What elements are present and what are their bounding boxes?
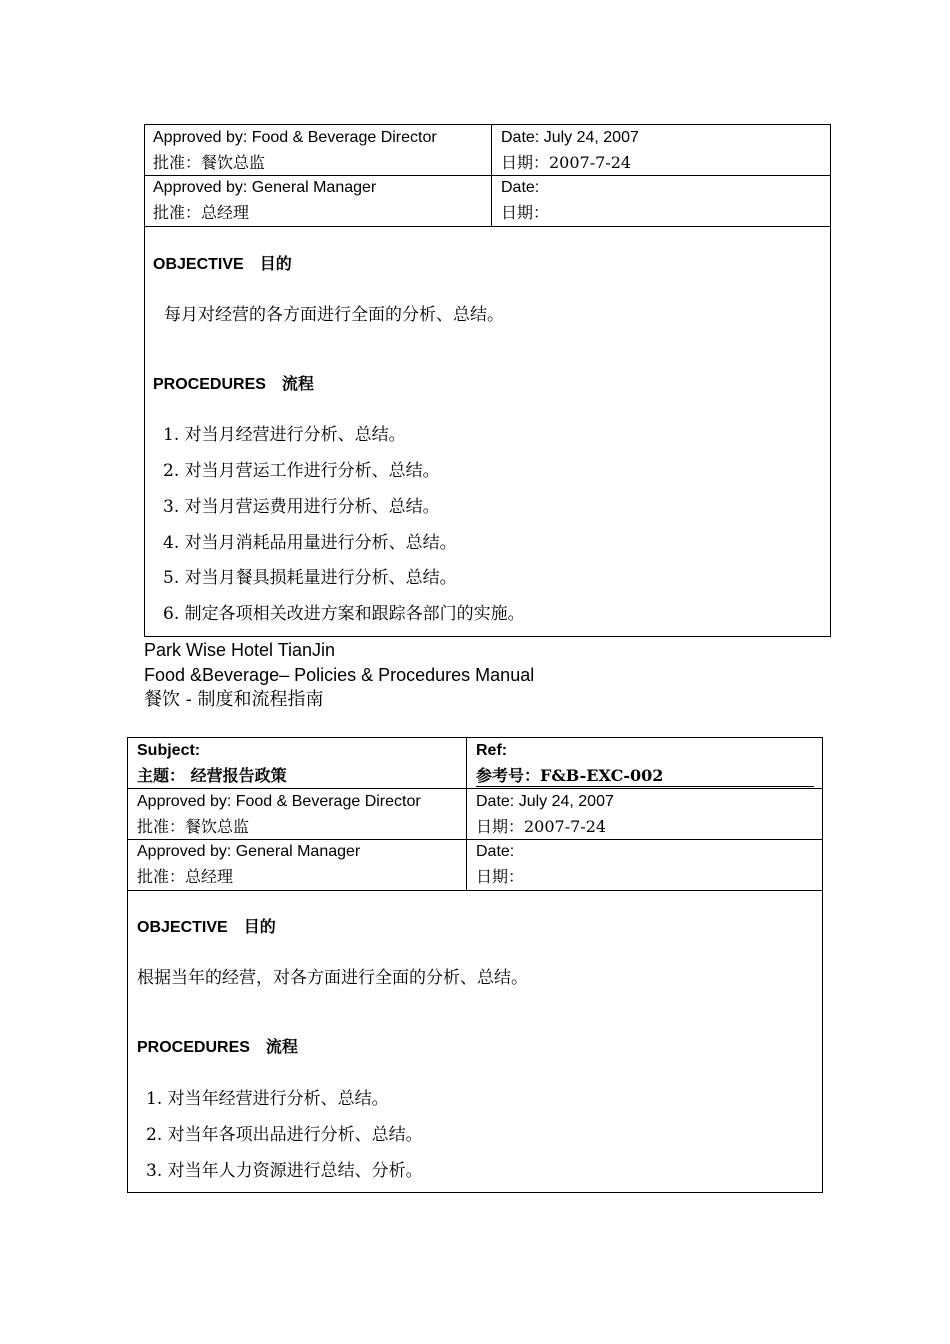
approval-date-cn: 日期：2007-7-24 [501, 153, 632, 172]
hotel-name: Park Wise Hotel TianJin [144, 640, 336, 660]
procedure-item: 1. 对当月经营进行分析、总结。 [163, 425, 406, 445]
approved-by-fb-label-cn: 批准：餐饮总监 [153, 153, 266, 172]
policy-table-1 [144, 124, 831, 637]
approval-date-cn: 日期：2007-7-24 [476, 817, 607, 836]
procedure-item: 3. 对当年人力资源进行总结、分析。 [146, 1161, 423, 1181]
procedure-item: 5. 对当月餐具损耗量进行分析、总结。 [163, 568, 457, 588]
procedures-heading: PROCEDURES 流程 [153, 376, 314, 393]
approved-by-fb-label-cn: 批准：餐饮总监 [137, 817, 250, 836]
gm-date: Date: [501, 179, 540, 196]
approved-by-gm-label-cn: 批准：总经理 [137, 867, 234, 886]
procedure-item: 4. 对当月消耗品用量进行分析、总结。 [163, 533, 457, 553]
manual-title-cn: 餐饮 - 制度和流程指南 [144, 689, 324, 710]
subject-row [128, 738, 822, 789]
procedure-item: 2. 对当月营运工作进行分析、总结。 [163, 461, 440, 481]
subject-label: Subject: [137, 742, 201, 759]
approval-date: Date: July 24, 2007 [501, 129, 639, 146]
gm-date-cn: 日期： [501, 203, 550, 222]
gm-date-cn: 日期： [476, 867, 525, 886]
approved-by-gm-label-cn: 批准：总经理 [153, 203, 250, 222]
approved-by-gm-label: Approved by: General Manager [153, 179, 377, 196]
approval-row-fb [128, 789, 822, 840]
approval-date: Date: July 24, 2007 [476, 793, 614, 810]
policy-table-2 [127, 737, 823, 1193]
approval-row-gm [145, 176, 830, 227]
approval-row-fb [145, 125, 830, 176]
objective-heading: OBJECTIVE 目的 [153, 256, 292, 273]
approval-row-gm [128, 840, 822, 891]
approved-by-fb-label: Approved by: Food & Beverage Director [153, 129, 437, 146]
objective-text: 每月对经营的各方面进行全面的分析、总结。 [164, 305, 504, 325]
procedure-item: 3. 对当月营运费用进行分析、总结。 [163, 497, 440, 517]
ref-value: 参考号：F&B-EXC-002 [476, 766, 664, 785]
gm-date: Date: [476, 843, 515, 860]
objective-heading: OBJECTIVE 目的 [137, 919, 276, 936]
objective-text: 根据当年的经营，对各方面进行全面的分析、总结。 [137, 968, 528, 988]
procedure-item: 2. 对当年各项出品进行分析、总结。 [146, 1125, 423, 1145]
approved-by-gm-label: Approved by: General Manager [137, 843, 361, 860]
procedures-heading: PROCEDURES 流程 [137, 1039, 298, 1056]
approved-by-fb-label: Approved by: Food & Beverage Director [137, 793, 421, 810]
subject-value: 主题： 经营报告政策 [137, 766, 287, 785]
procedure-item: 1. 对当年经营进行分析、总结。 [146, 1089, 389, 1109]
procedure-item: 6. 制定各项相关改进方案和跟踪各部门的实施。 [163, 604, 525, 624]
manual-title: Food &Beverage– Policies & Procedures Manual [144, 665, 535, 685]
ref-label: Ref: [476, 742, 508, 759]
ref-underline [476, 786, 814, 787]
